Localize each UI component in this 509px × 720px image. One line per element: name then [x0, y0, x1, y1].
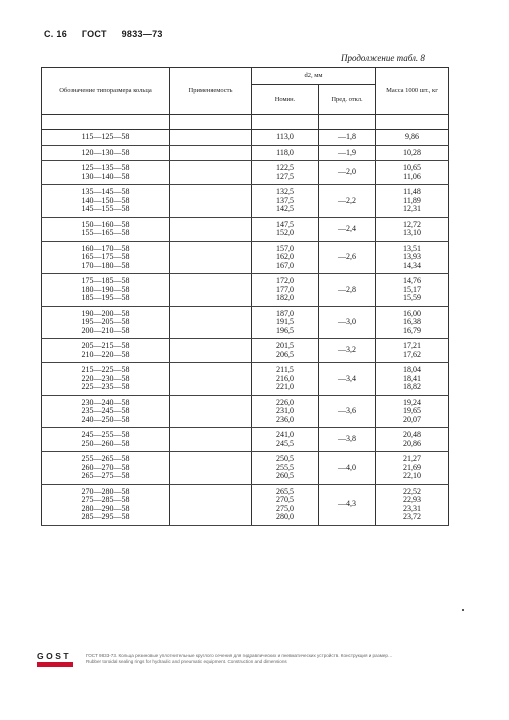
blank-line	[170, 173, 251, 182]
designation-value: 275—285—58	[81, 495, 130, 504]
designation-value: 225—235—58	[81, 382, 130, 391]
blank-line	[170, 455, 251, 464]
table-row-group	[42, 130, 449, 146]
tolerance-cell	[319, 395, 376, 428]
header-spacer-row	[42, 115, 449, 130]
tolerance-value: —2,8	[338, 284, 356, 294]
mass-cell	[376, 185, 449, 218]
designation-value: 235—245—58	[81, 406, 130, 415]
header-applicability: Применяемость	[170, 68, 252, 115]
designation-value: 250—260—58	[81, 438, 130, 448]
nominal-cell	[252, 363, 319, 396]
designation-cell	[42, 363, 170, 396]
tolerance-value: —2,6	[338, 252, 356, 261]
mass-cell	[376, 339, 449, 363]
mass-value: 12,31	[403, 204, 422, 213]
blank-line	[170, 221, 251, 230]
designation-value: 220—230—58	[81, 373, 130, 383]
designation-value: 140—150—58	[81, 195, 130, 205]
header-designation: Обозначение типоразмера кольца	[42, 68, 170, 115]
mass-cell	[376, 130, 449, 146]
blank-line	[170, 188, 251, 197]
blank-line	[170, 164, 251, 173]
mass-value: 11,48	[403, 187, 421, 196]
page-number: С. 16	[44, 29, 68, 39]
table-row-group	[42, 428, 449, 452]
blank-line	[170, 351, 251, 360]
designation-value: 265—275—58	[81, 471, 130, 480]
applicability-cell	[170, 161, 252, 185]
designation-cell	[42, 428, 170, 452]
tolerance-cell	[319, 428, 376, 452]
mass-value: 16,79	[403, 325, 422, 335]
designation-value: 230—240—58	[81, 397, 130, 407]
table-row-group	[42, 217, 449, 241]
designation-value: 135—145—58	[81, 187, 130, 196]
applicability-cell	[170, 428, 252, 452]
standard-number: 9833—73	[121, 29, 163, 39]
nominal-value: 113,0	[276, 132, 294, 141]
nominal-value: 152,0	[276, 228, 294, 237]
designation-cell	[42, 217, 170, 241]
designation-value: 280—290—58	[81, 503, 130, 513]
tolerance-cell	[319, 145, 376, 161]
nominal-value: 132,5	[276, 187, 294, 196]
designation-value: 215—225—58	[81, 365, 130, 374]
mass-cell	[376, 363, 449, 396]
applicability-cell	[170, 484, 252, 525]
blank-line	[170, 488, 251, 497]
tolerance-value: —2,4	[338, 223, 356, 233]
tolerance-cell	[319, 339, 376, 363]
tolerance-cell	[319, 161, 376, 185]
mass-value: 23,72	[403, 512, 422, 521]
blank-line	[170, 496, 251, 505]
dimensions-table	[41, 67, 449, 526]
mass-value: 20,07	[403, 414, 422, 424]
nominal-value: 275,0	[276, 503, 294, 513]
designation-value: 200—210—58	[81, 325, 130, 335]
designation-cell	[42, 452, 170, 485]
logo-bar	[37, 662, 73, 667]
nominal-value: 250,5	[276, 454, 294, 463]
nominal-cell	[252, 452, 319, 485]
mass-value: 22,93	[403, 495, 422, 504]
blank-line	[170, 383, 251, 392]
mass-value: 13,93	[403, 252, 422, 261]
header-d2: d2, мм	[252, 68, 376, 85]
applicability-cell	[170, 395, 252, 428]
nominal-value: 241,0	[276, 430, 294, 439]
nominal-value: 226,0	[276, 397, 294, 407]
footer-title-ru: ГОСТ 9833-73. Кольца резиновые уплотнительные круглого сечения для гидравлических и пневматических устройств. Конструкция и размер…	[86, 653, 393, 658]
header-tolerance: Пред. откл.	[319, 85, 376, 115]
designation-value: 185—195—58	[81, 293, 130, 302]
nominal-cell	[252, 185, 319, 218]
mass-cell	[376, 217, 449, 241]
applicability-cell	[170, 185, 252, 218]
designation-value: 150—160—58	[81, 219, 130, 229]
tolerance-value: —3,8	[338, 434, 356, 444]
nominal-cell	[252, 130, 319, 146]
nominal-value: 157,0	[276, 243, 294, 253]
designation-cell	[42, 339, 170, 363]
designation-value: 115—125—58	[81, 132, 130, 141]
header-nominal: Номин.	[252, 85, 319, 115]
designation-value: 205—215—58	[81, 341, 130, 350]
table-row-group	[42, 241, 449, 274]
nominal-cell	[252, 217, 319, 241]
mass-value: 12,72	[403, 219, 422, 229]
tolerance-value: —4,3	[338, 499, 356, 509]
nominal-value: 201,5	[276, 341, 294, 350]
nominal-value: 231,0	[276, 406, 294, 415]
nominal-value: 137,5	[276, 195, 294, 205]
mass-value: 16,38	[403, 317, 422, 326]
mass-value: 15,59	[403, 293, 422, 302]
nominal-value: 187,0	[276, 308, 294, 318]
nominal-value: 211,5	[276, 365, 294, 374]
mass-value: 17,21	[403, 341, 422, 350]
designation-value: 190—200—58	[81, 308, 130, 318]
page-header	[44, 29, 175, 39]
nominal-value: 255,5	[276, 462, 294, 472]
nominal-value: 127,5	[276, 171, 294, 181]
mass-cell	[376, 161, 449, 185]
blank-line	[170, 310, 251, 319]
mass-cell	[376, 306, 449, 339]
designation-value: 285—295—58	[81, 512, 130, 521]
applicability-cell	[170, 241, 252, 274]
blank-line	[170, 205, 251, 214]
mass-cell	[376, 274, 449, 307]
tolerance-value: —3,4	[338, 373, 356, 383]
table-row-group	[42, 395, 449, 428]
designation-value: 175—185—58	[81, 276, 130, 285]
nominal-value: 265,5	[276, 486, 294, 496]
nominal-cell	[252, 274, 319, 307]
designation-value: 120—130—58	[81, 147, 130, 157]
mass-value: 21,69	[403, 462, 422, 472]
designation-cell	[42, 130, 170, 146]
table-row-group	[42, 161, 449, 185]
tolerance-value: —4,0	[338, 462, 356, 472]
mass-value: 22,10	[403, 471, 422, 480]
mass-value: 13,51	[403, 243, 422, 253]
blank-line	[170, 277, 251, 286]
tolerance-value: —3,6	[338, 406, 356, 415]
designation-cell	[42, 161, 170, 185]
mass-value: 13,10	[403, 228, 422, 237]
tolerance-value: —1,9	[338, 147, 356, 157]
mass-cell	[376, 395, 449, 428]
nominal-value: 142,5	[276, 204, 294, 213]
blank-line	[170, 253, 251, 262]
nominal-cell	[252, 241, 319, 274]
blank-line	[170, 149, 251, 158]
table-row-group	[42, 306, 449, 339]
tolerance-cell	[319, 185, 376, 218]
blank-line	[170, 366, 251, 375]
table-row-group	[42, 185, 449, 218]
blank-line	[170, 286, 251, 295]
ink-speck	[462, 609, 464, 611]
blank-line	[170, 440, 251, 449]
nominal-value: 147,5	[276, 219, 294, 229]
mass-value: 20,48	[403, 430, 422, 439]
tolerance-cell	[319, 217, 376, 241]
designation-value: 195—205—58	[81, 317, 130, 326]
designation-cell	[42, 484, 170, 525]
designation-value: 180—190—58	[81, 284, 130, 294]
mass-value: 14,76	[403, 276, 422, 285]
table-row-group	[42, 452, 449, 485]
designation-value: 125—135—58	[81, 163, 130, 172]
designation-value: 210—220—58	[81, 349, 130, 359]
blank-line	[170, 431, 251, 440]
nominal-value: 206,5	[276, 349, 294, 359]
tolerance-cell	[319, 130, 376, 146]
nominal-cell	[252, 339, 319, 363]
blank-line	[170, 375, 251, 384]
nominal-value: 182,0	[276, 293, 294, 302]
applicability-cell	[170, 363, 252, 396]
mass-value: 14,34	[403, 260, 422, 270]
logo-text: GOST	[37, 651, 72, 661]
blank-line	[170, 399, 251, 408]
standard-label: ГОСТ	[81, 29, 107, 39]
blank-line	[170, 416, 251, 425]
nominal-value: 167,0	[276, 260, 294, 270]
designation-value: 130—140—58	[81, 171, 130, 181]
applicability-cell	[170, 145, 252, 161]
designation-cell	[42, 185, 170, 218]
blank-line	[170, 133, 251, 142]
nominal-value: 162,0	[276, 252, 294, 261]
applicability-cell	[170, 274, 252, 307]
nominal-cell	[252, 484, 319, 525]
tolerance-cell	[319, 484, 376, 525]
blank-line	[170, 513, 251, 522]
mass-value: 18,41	[403, 373, 422, 383]
blank-line	[170, 318, 251, 327]
designation-cell	[42, 306, 170, 339]
nominal-value: 196,5	[276, 325, 294, 335]
tolerance-cell	[319, 452, 376, 485]
designation-value: 155—165—58	[81, 228, 130, 237]
applicability-cell	[170, 339, 252, 363]
mass-cell	[376, 428, 449, 452]
nominal-value: 118,0	[276, 147, 294, 157]
tolerance-cell	[319, 241, 376, 274]
designation-value: 255—265—58	[81, 454, 130, 463]
designation-value: 245—255—58	[81, 430, 130, 439]
mass-value: 11,89	[403, 195, 421, 205]
nominal-cell	[252, 145, 319, 161]
blank-line	[170, 327, 251, 336]
blank-line	[170, 472, 251, 481]
designation-cell	[42, 274, 170, 307]
footer-caption	[86, 653, 486, 665]
mass-value: 22,52	[403, 486, 422, 496]
mass-cell	[376, 484, 449, 525]
nominal-value: 270,5	[276, 495, 294, 504]
tolerance-value: —2,0	[338, 167, 356, 177]
mass-value: 15,17	[403, 284, 422, 294]
blank-line	[170, 505, 251, 514]
designation-value: 165—175—58	[81, 252, 130, 261]
designation-cell	[42, 241, 170, 274]
table-row-group	[42, 339, 449, 363]
blank-line	[170, 197, 251, 206]
nominal-value: 122,5	[276, 163, 294, 172]
tolerance-value: —3,2	[338, 345, 356, 355]
blank-line	[170, 407, 251, 416]
blank-line	[170, 464, 251, 473]
nominal-value: 221,0	[276, 382, 294, 391]
mass-value: 10,28	[403, 147, 422, 157]
blank-line	[170, 229, 251, 238]
nominal-value: 216,0	[276, 373, 294, 383]
tolerance-cell	[319, 363, 376, 396]
designation-value: 240—250—58	[81, 414, 130, 424]
table-row-group	[42, 363, 449, 396]
designation-value: 160—170—58	[81, 243, 130, 253]
gost-logo	[37, 652, 73, 667]
nominal-cell	[252, 395, 319, 428]
site-footer	[0, 648, 509, 670]
tolerance-value: —2,2	[338, 195, 356, 205]
nominal-value: 191,5	[276, 317, 294, 326]
mass-value: 19,65	[403, 406, 422, 415]
nominal-value: 280,0	[276, 512, 294, 521]
designation-cell	[42, 395, 170, 428]
table-row-group	[42, 145, 449, 161]
tolerance-value: —1,8	[338, 132, 356, 141]
blank-line	[170, 245, 251, 254]
mass-cell	[376, 452, 449, 485]
nominal-value: 236,0	[276, 414, 294, 424]
nominal-value: 260,5	[276, 471, 294, 480]
table-continuation-label: Продолжение табл. 8	[341, 53, 425, 63]
applicability-cell	[170, 452, 252, 485]
applicability-cell	[170, 130, 252, 146]
mass-value: 16,00	[403, 308, 422, 318]
mass-value: 11,06	[403, 171, 421, 181]
table-body	[42, 115, 449, 526]
designation-value: 145—155—58	[81, 204, 130, 213]
designation-value: 270—280—58	[81, 486, 130, 496]
nominal-cell	[252, 428, 319, 452]
blank-line	[170, 294, 251, 303]
footer-title-en: Rubber toroidal sealing rings for hydraulic and pneumatic equipment. Construction and dimensions	[86, 659, 287, 664]
mass-value: 18,04	[403, 365, 422, 374]
tolerance-value: —3,0	[338, 317, 356, 326]
tolerance-cell	[319, 274, 376, 307]
mass-cell	[376, 241, 449, 274]
nominal-cell	[252, 306, 319, 339]
designation-cell	[42, 145, 170, 161]
mass-value: 20,86	[403, 438, 422, 448]
nominal-value: 245,5	[276, 438, 294, 448]
mass-value: 17,62	[403, 349, 422, 359]
mass-value: 21,27	[403, 454, 422, 463]
applicability-cell	[170, 217, 252, 241]
designation-value: 260—270—58	[81, 462, 130, 472]
nominal-value: 177,0	[276, 284, 294, 294]
header-mass: Масса 1000 шт., кг	[376, 68, 449, 115]
mass-value: 9,86	[405, 132, 420, 141]
nominal-cell	[252, 161, 319, 185]
tolerance-cell	[319, 306, 376, 339]
table-row-group	[42, 484, 449, 525]
mass-cell	[376, 145, 449, 161]
mass-value: 19,24	[403, 397, 422, 407]
designation-value: 170—180—58	[81, 260, 130, 270]
mass-value: 10,65	[403, 163, 422, 172]
nominal-value: 172,0	[276, 276, 294, 285]
table-row-group	[42, 274, 449, 307]
mass-value: 23,31	[403, 503, 422, 513]
blank-line	[170, 262, 251, 271]
mass-value: 18,82	[403, 382, 422, 391]
blank-line	[170, 342, 251, 351]
applicability-cell	[170, 306, 252, 339]
